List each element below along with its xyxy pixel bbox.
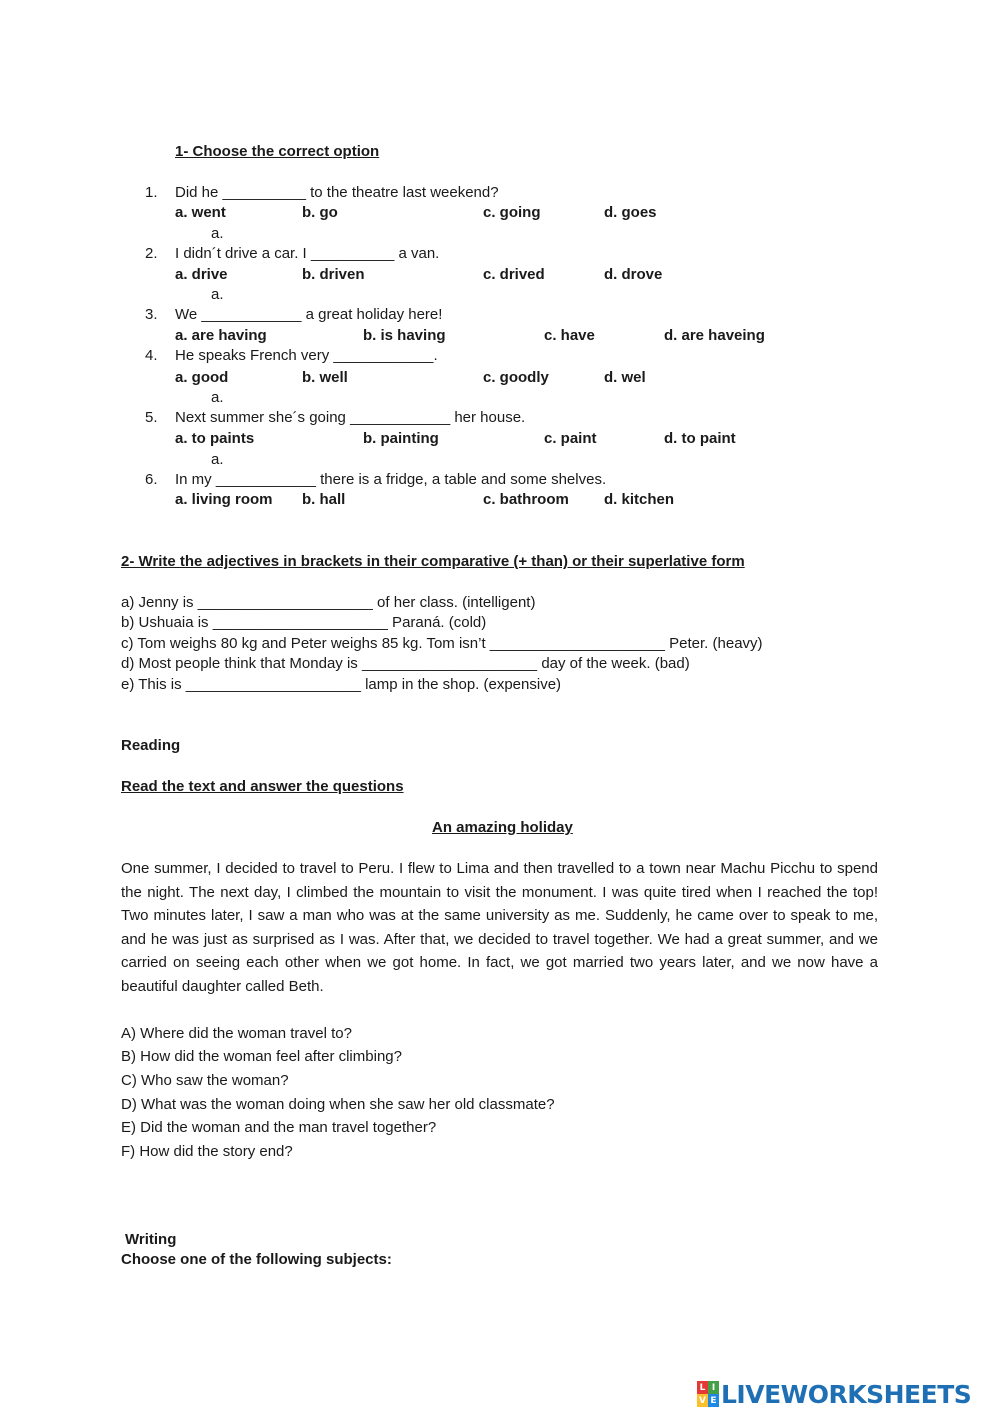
adjective-item-a: a) Jenny is _____________________ of her class. (intelligent): [121, 594, 536, 611]
option-c[interactable]: c. goodly: [483, 369, 549, 386]
stray-marker: a.: [211, 451, 224, 468]
question-number: 5.: [145, 409, 158, 426]
logo-badge-letter: E: [708, 1394, 719, 1407]
option-d[interactable]: d. wel: [604, 369, 646, 386]
adjective-item-d: d) Most people think that Monday is _____________________ day of the week. (bad): [121, 655, 690, 672]
option-a[interactable]: a. are having: [175, 327, 267, 344]
option-b[interactable]: b. painting: [363, 430, 439, 447]
reading-question-f: F) How did the story end?: [121, 1143, 293, 1160]
reading-question-c: C) Who saw the woman?: [121, 1072, 289, 1089]
stray-marker: a.: [211, 389, 224, 406]
option-a[interactable]: a. living room: [175, 491, 273, 508]
adjective-item-c: c) Tom weighs 80 kg and Peter weighs 85 kg. Tom isn’t _____________________ Peter. (heavy): [121, 635, 763, 652]
option-c[interactable]: c. going: [483, 204, 541, 221]
question-number: 6.: [145, 471, 158, 488]
option-b[interactable]: b. driven: [302, 266, 365, 283]
option-d[interactable]: d. goes: [604, 204, 657, 221]
question-number: 1.: [145, 184, 158, 201]
logo-badge-letter: V: [697, 1394, 708, 1407]
option-b[interactable]: b. well: [302, 369, 348, 386]
option-d[interactable]: d. drove: [604, 266, 663, 283]
section2-title: 2- Write the adjectives in brackets in their comparative (+ than) or their superlative form: [121, 553, 745, 570]
option-a[interactable]: a. drive: [175, 266, 228, 283]
option-a[interactable]: a. to paints: [175, 430, 255, 447]
option-b[interactable]: b. go: [302, 204, 338, 221]
reading-question-e: E) Did the woman and the man travel together?: [121, 1119, 437, 1136]
question-text: Did he __________ to the theatre last weekend?: [175, 184, 499, 201]
option-d[interactable]: d. to paint: [664, 430, 736, 447]
question-number: 2.: [145, 245, 158, 262]
section1-title: 1- Choose the correct option: [175, 143, 380, 160]
option-b[interactable]: b. hall: [302, 491, 346, 508]
question-text: Next summer she´s going ____________ her house.: [175, 409, 526, 426]
writing-heading: Writing: [125, 1231, 177, 1248]
option-a[interactable]: a. good: [175, 369, 229, 386]
option-c[interactable]: c. have: [544, 327, 595, 344]
stray-marker: a.: [211, 286, 224, 303]
logo-badge-icon: [697, 1381, 719, 1407]
adjective-item-e: e) This is _____________________ lamp in the shop. (expensive): [121, 676, 562, 693]
option-a[interactable]: a. went: [175, 204, 226, 221]
question-text: In my ____________ there is a fridge, a table and some shelves.: [175, 471, 607, 488]
stray-marker: a.: [211, 225, 224, 242]
question-number: 4.: [145, 347, 158, 364]
option-b[interactable]: b. is having: [363, 327, 446, 344]
logo-wordmark: LIVEWORKSHEETS: [721, 1379, 972, 1409]
logo-badge-letter: L: [697, 1381, 708, 1394]
reading-heading: Reading: [121, 737, 181, 754]
story-title: An amazing holiday: [432, 819, 573, 836]
question-text: I didn´t drive a car. I __________ a van.: [175, 245, 440, 262]
reading-passage: One summer, I decided to travel to Peru. I flew to Lima and then travelled to a town near Machu Picchu to spend the night. The next day, I climbed the mountain to visit the monument. I was quite tired when I reached the top! Two minutes later, I saw a man who was at the same university as me. Suddenly, he came over to speak to me, and he was just as surprised as I was. After that, we decided to travel together. We had a great summer, and we carried on seeing each other when we got home. In fact, we got married two years later, and we now have a beautiful daughter called Beth.: [121, 860, 878, 995]
reading-question-b: B) How did the woman feel after climbing?: [121, 1048, 402, 1065]
adjective-item-b: b) Ushuaia is _____________________ Paraná. (cold): [121, 614, 487, 631]
option-c[interactable]: c. bathroom: [483, 491, 569, 508]
logo-badge-letter: I: [708, 1381, 719, 1394]
question-number: 3.: [145, 306, 158, 323]
reading-instruction: Read the text and answer the questions: [121, 778, 404, 795]
option-c[interactable]: c. drived: [483, 266, 545, 283]
reading-question-a: A) Where did the woman travel to?: [121, 1025, 352, 1042]
liveworksheets-logo: [697, 1378, 971, 1410]
option-d[interactable]: d. kitchen: [604, 491, 675, 508]
option-d[interactable]: d. are haveing: [664, 327, 765, 344]
reading-question-d: D) What was the woman doing when she saw her old classmate?: [121, 1096, 555, 1113]
question-text: He speaks French very ____________.: [175, 347, 438, 364]
question-text: We ____________ a great holiday here!: [175, 306, 443, 323]
writing-instruction: Choose one of the following subjects:: [121, 1251, 392, 1268]
option-c[interactable]: c. paint: [544, 430, 597, 447]
